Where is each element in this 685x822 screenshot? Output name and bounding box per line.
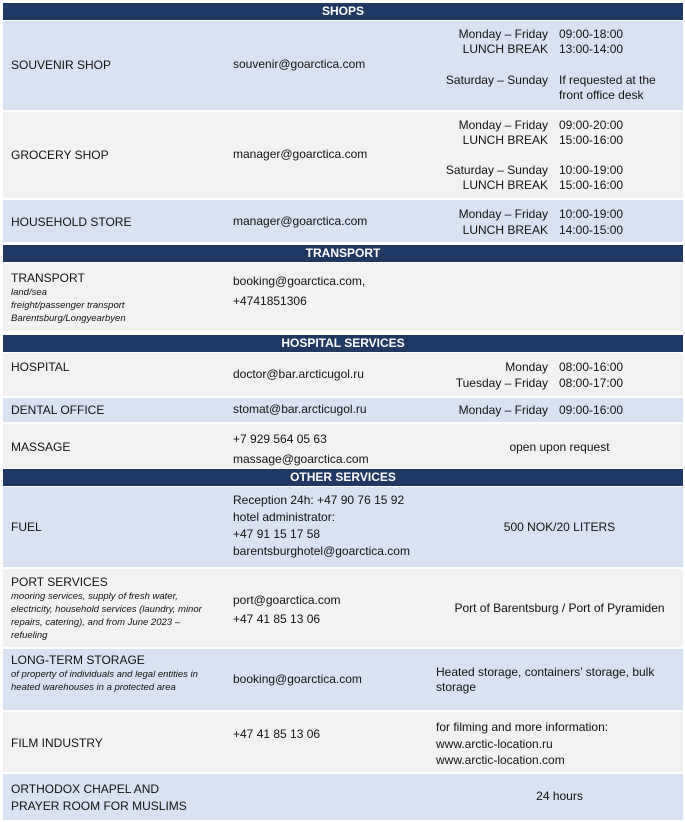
schedule-value: 09:00-18:00 xyxy=(559,27,624,41)
service-name-block xyxy=(11,575,211,642)
service-name: FUEL xyxy=(11,520,42,534)
section-header-transport: TRANSPORT xyxy=(3,245,683,262)
contact-phone: +4741851306 xyxy=(233,294,307,308)
service-contact: +47 41 85 13 06 xyxy=(233,727,321,741)
schedule-label: LUNCH BREAK xyxy=(462,223,548,237)
website-link: www.arctic-location.ru xyxy=(436,736,553,751)
table-row-transport xyxy=(3,263,683,331)
schedule-label: LUNCH BREAK xyxy=(462,178,548,192)
service-name: PORT SERVICES xyxy=(11,575,108,589)
table-row-grocery-shop xyxy=(3,112,683,198)
schedule xyxy=(433,118,683,196)
contact-phone: +47 41 85 13 06 xyxy=(233,612,321,626)
schedule xyxy=(433,207,683,239)
schedule-value: 08:00-17:00 xyxy=(559,376,624,390)
service-name: HOUSEHOLD STORE xyxy=(11,215,132,229)
service-contact: booking@goarctica.com xyxy=(233,672,362,686)
service-name: FILM INDUSTRY xyxy=(11,736,103,750)
schedule-value: 15:00-16:00 xyxy=(559,133,624,147)
table-row-massage xyxy=(3,424,683,468)
service-contact: doctor@bar.arcticugol.ru xyxy=(233,367,364,381)
service-description: freight/passenger transport xyxy=(11,300,125,311)
service-name-block xyxy=(11,781,221,815)
table-row-film-industry xyxy=(3,712,683,772)
table-row-port-services xyxy=(3,569,683,647)
table-row-hospital xyxy=(3,353,683,396)
schedule xyxy=(433,360,683,392)
service-contact xyxy=(233,429,438,469)
info-text: for filming and more information: xyxy=(436,720,609,734)
schedule-label: Monday – Friday xyxy=(458,118,548,132)
service-contact: manager@goarctica.com xyxy=(233,147,368,161)
service-info: Port of Barentsburg / Port of Pyramiden xyxy=(454,601,665,615)
contact-email: massage@goarctica.com xyxy=(233,452,369,466)
service-name-block xyxy=(11,653,211,694)
service-contact: souvenir@goarctica.com xyxy=(233,57,366,71)
service-contact xyxy=(233,492,438,560)
service-info xyxy=(436,719,683,769)
contact-reception: Reception 24h: +47 90 76 15 92 xyxy=(233,493,405,507)
service-contact: manager@goarctica.com xyxy=(233,214,368,228)
service-name-block xyxy=(11,271,221,325)
contact-label: hotel administrator: xyxy=(233,510,336,524)
schedule-label: Monday – Friday xyxy=(458,207,548,221)
service-name: GROCERY SHOP xyxy=(11,148,109,162)
schedule-value: 09:00-16:00 xyxy=(559,403,624,417)
schedule-label: LUNCH BREAK xyxy=(462,133,548,147)
contact-phone: +47 91 15 17 58 xyxy=(233,527,321,541)
service-description: land/sea xyxy=(11,287,47,298)
schedule xyxy=(433,27,683,107)
schedule-value: 15:00-16:00 xyxy=(559,178,624,192)
schedule-label: Saturday – Sunday xyxy=(445,163,548,177)
service-name: TRANSPORT xyxy=(11,271,85,285)
table-row-dental-office xyxy=(3,398,683,422)
schedule-label: Monday xyxy=(505,360,548,374)
schedule-value: 10:00-19:00 xyxy=(559,207,624,221)
service-name: DENTAL OFFICE xyxy=(11,403,105,417)
contact-email: booking@goarctica.com, xyxy=(233,274,366,288)
table-row-souvenir-shop xyxy=(3,21,683,110)
service-name: LONG-TERM STORAGE xyxy=(11,653,145,667)
service-name: SOUVENIR SHOP xyxy=(11,58,112,72)
service-info: open upon request xyxy=(509,440,610,454)
section-header-other: OTHER SERVICES xyxy=(3,469,683,486)
table-row-household-store xyxy=(3,200,683,242)
service-name: MASSAGE xyxy=(11,440,71,454)
contact-email: barentsburghotel@goarctica.com xyxy=(233,544,410,558)
service-description: mooring services, supply of fresh water, electricity, household services (laundry, minor repairs, catering), and from June 2023 – refueling xyxy=(11,591,202,641)
schedule-label: Tuesday – Friday xyxy=(455,376,548,390)
table-row-chapel xyxy=(3,774,683,820)
website-link: www.arctic-location.com xyxy=(436,753,565,767)
schedule-value: 10:00-19:00 xyxy=(559,163,624,177)
schedule-label: LUNCH BREAK xyxy=(462,42,548,56)
service-contact xyxy=(233,271,438,311)
service-name: HOSPITAL xyxy=(11,360,70,374)
contact-phone: +7 929 564 05 63 xyxy=(233,432,327,446)
service-name: PRAYER ROOM FOR MUSLIMS xyxy=(11,799,187,813)
schedule-value: 08:00-16:00 xyxy=(559,360,624,374)
schedule-value: 13:00-14:00 xyxy=(559,42,624,56)
schedule-value: 14:00-15:00 xyxy=(559,223,624,237)
section-header-hospital: HOSPITAL SERVICES xyxy=(3,335,683,352)
schedule-label: Saturday – Sunday xyxy=(445,73,548,87)
service-description: of property of individuals and legal entities in heated warehouses in a protected area xyxy=(11,669,198,693)
service-name: ORTHODOX CHAPEL AND xyxy=(11,782,160,796)
schedule-label: Monday – Friday xyxy=(458,403,548,417)
service-contact xyxy=(233,591,438,629)
schedule-label: Monday – Friday xyxy=(458,27,548,41)
service-contact: stomat@bar.arcticugol.ru xyxy=(233,402,367,416)
table-row-fuel xyxy=(3,487,683,567)
service-info: Heated storage, containers’ storage, bulk storage xyxy=(436,665,655,694)
service-description: Barentsburg/Longyearbyen xyxy=(11,313,126,324)
section-header-shops: SHOPS xyxy=(3,3,683,20)
service-info: 500 NOK/20 LITERS xyxy=(503,520,616,534)
service-info: 24 hours xyxy=(536,789,583,803)
contact-email: port@goarctica.com xyxy=(233,593,341,607)
schedule-value: 09:00-20:00 xyxy=(559,118,624,132)
schedule-value: If requested at the front office desk xyxy=(559,73,656,102)
table-row-long-term-storage xyxy=(3,649,683,710)
schedule xyxy=(433,403,683,419)
